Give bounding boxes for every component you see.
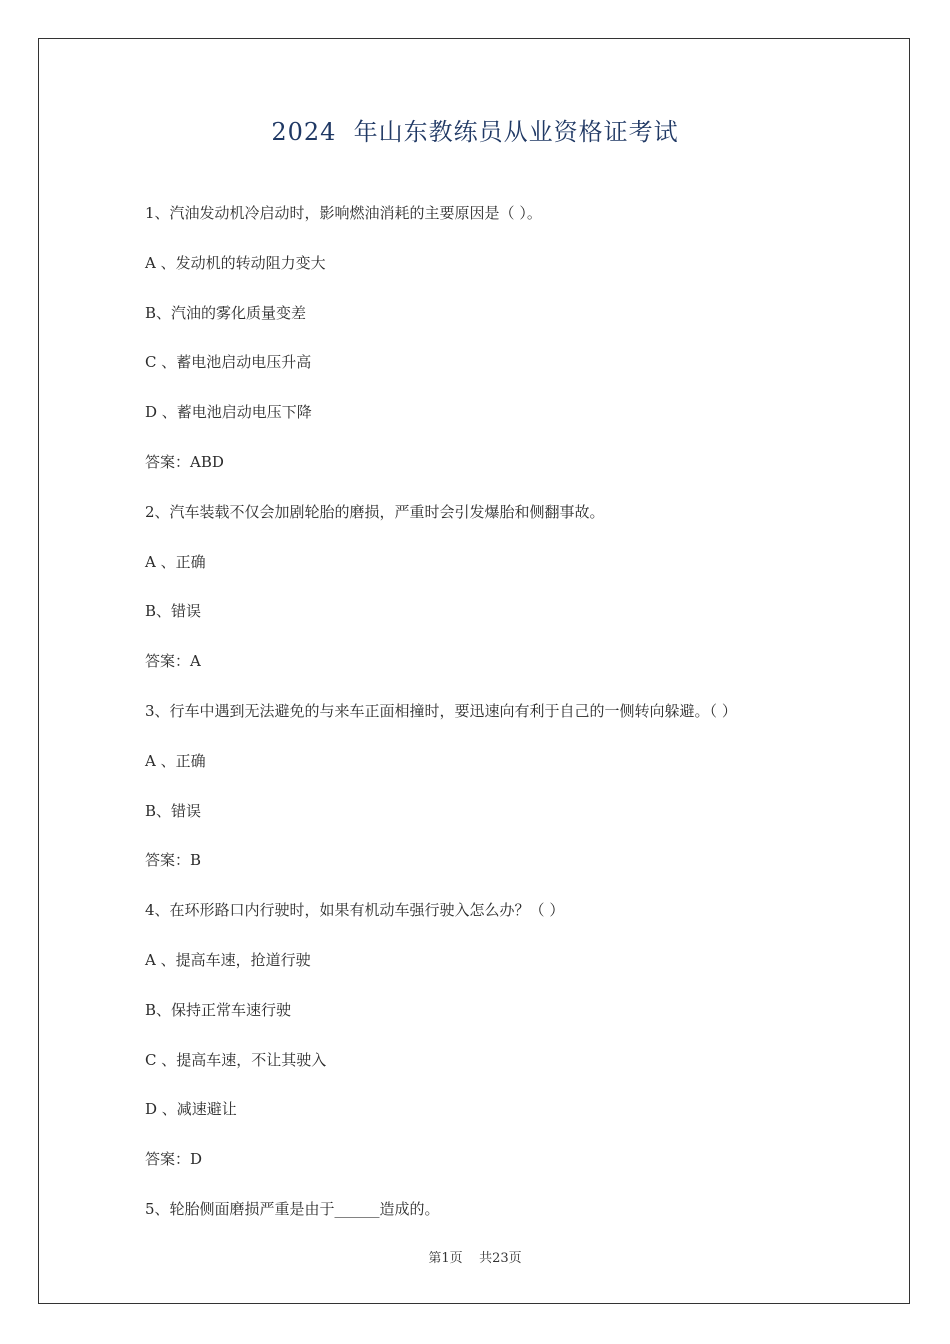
question-3-answer: 答案：B	[145, 851, 202, 870]
question-5: 5、轮胎侧面磨损严重是由于______造成的。	[145, 1199, 440, 1218]
question-2: 2、汽车装载不仅会加剧轮胎的磨损，严重时会引发爆胎和侧翻事故。	[145, 502, 605, 521]
question-4-option-d: D 、减速避让	[145, 1100, 237, 1119]
question-1-option-d: D 、蓄电池启动电压下降	[145, 403, 312, 422]
question-4: 4、在环形路口内行驶时，如果有机动车强行驶入怎么办？（ ）	[145, 901, 565, 920]
question-2-option-b: B、错误	[145, 602, 202, 621]
question-4-answer: 答案：D	[145, 1150, 203, 1169]
question-3-option-a: A 、正确	[145, 751, 206, 770]
question-3: 3、行车中遇到无法避免的与来车正面相撞时，要迅速向有利于自己的一侧转向躲避。（ ）	[145, 701, 737, 720]
question-1: 1、汽油发动机冷启动时，影响燃油消耗的主要原因是（ ）。	[145, 204, 542, 222]
question-4-option-b: B、保持正常车速行驶	[145, 1000, 292, 1019]
question-4-option-a: A 、提高车速，抢道行驶	[145, 950, 311, 969]
question-4-option-c: C 、提高车速，不让其驶入	[145, 1050, 327, 1069]
question-1-option-b: B、汽油的雾化质量变差	[145, 303, 307, 322]
question-2-answer: 答案：A	[145, 652, 201, 671]
question-2-option-a: A 、正确	[145, 552, 206, 571]
document-title: 2024 年山东教练员从业资格证考试	[271, 118, 679, 146]
question-list	[145, 200, 885, 1246]
question-3-option-b: B、错误	[145, 801, 202, 820]
page-number-footer: 第1页 共23页	[428, 1251, 522, 1266]
question-1-answer: 答案：ABD	[145, 452, 224, 471]
question-1-option-c: C 、蓄电池启动电压升高	[145, 353, 312, 372]
question-1-option-a: A 、发动机的转动阻力变大	[145, 253, 326, 272]
